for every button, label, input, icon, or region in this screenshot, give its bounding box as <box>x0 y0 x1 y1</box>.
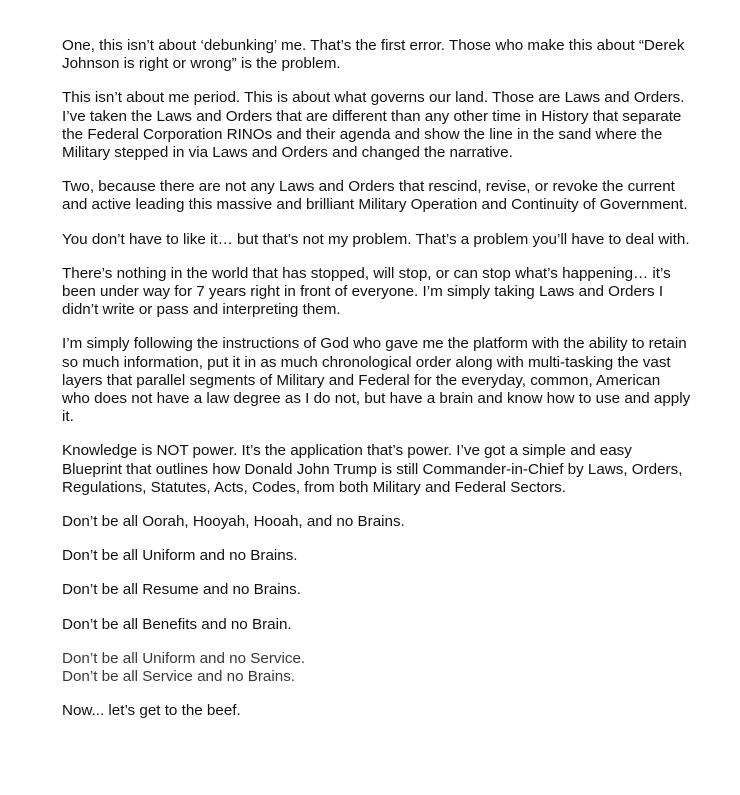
paragraph-nothing-stopped: There’s nothing in the world that has stopped, will stop, or can stop what’s happening… it’s been under way for 7 years right in front of everyone. I’m simply taking Laws and Orders I didn’t write or pass and interpreting them. <box>62 264 671 319</box>
paragraph-continuity: Two, because there are not any Laws and Orders that rescind, revise, or revoke the current and active leading this massive and brilliant Military Operation and Continuity of Government. <box>62 178 688 214</box>
line-beef: Now... let’s get to the beef. <box>62 702 241 720</box>
paragraph-debunking: One, this isn’t about ‘debunking’ me. That’s the first error. Those who make this about “Derek Johnson is right or wrong” is the problem. <box>62 37 685 73</box>
line-uniform-service: Don’t be all Uniform and no Service. <box>62 649 306 667</box>
line-oorah: Don’t be all Oorah, Hooyah, Hooah, and no Brains. <box>62 513 405 531</box>
line-benefits: Don’t be all Benefits and no Brain. <box>62 615 292 633</box>
line-resume: Don’t be all Resume and no Brains. <box>62 581 301 599</box>
paragraph-knowledge: Knowledge is NOT power. It’s the application that’s power. I’ve got a simple and easy Blueprint that outlines how Donald John Trump is still Commander-in-Chief by Laws, Orders, Regulations, Statutes, Acts, Codes, from both Military and Federal Sectors. <box>62 442 683 496</box>
paragraph-like-it: You don’t have to like it… but that’s not my problem. That’s a problem you’ll have to deal with. <box>62 230 690 248</box>
line-uniform-brains: Don’t be all Uniform and no Brains. <box>62 547 298 565</box>
paragraph-instructions-of-god: I’m simply following the instructions of God who gave me the platform with the ability to retain so much information, put it in as much chronological order along with multi-tasking the vast layers that parallel segments of Military and Federal for the everyday, common, American who does not have a law degree as I do not, but have a brain and know how to use and apply it. <box>62 335 691 426</box>
line-service-brains: Don’t be all Service and no Brains. <box>62 668 296 686</box>
paragraph-laws-and-orders: This isn’t about me period. This is about what governs our land. Those are Laws and Orders. I’ve taken the Laws and Orders that are different than any other time in History that separate the Federal Corporation RINOs and their agenda and show the line in the sand where the Military stepped in via Laws and Orders and changed the narrative. <box>62 89 685 162</box>
document-body <box>62 37 692 736</box>
